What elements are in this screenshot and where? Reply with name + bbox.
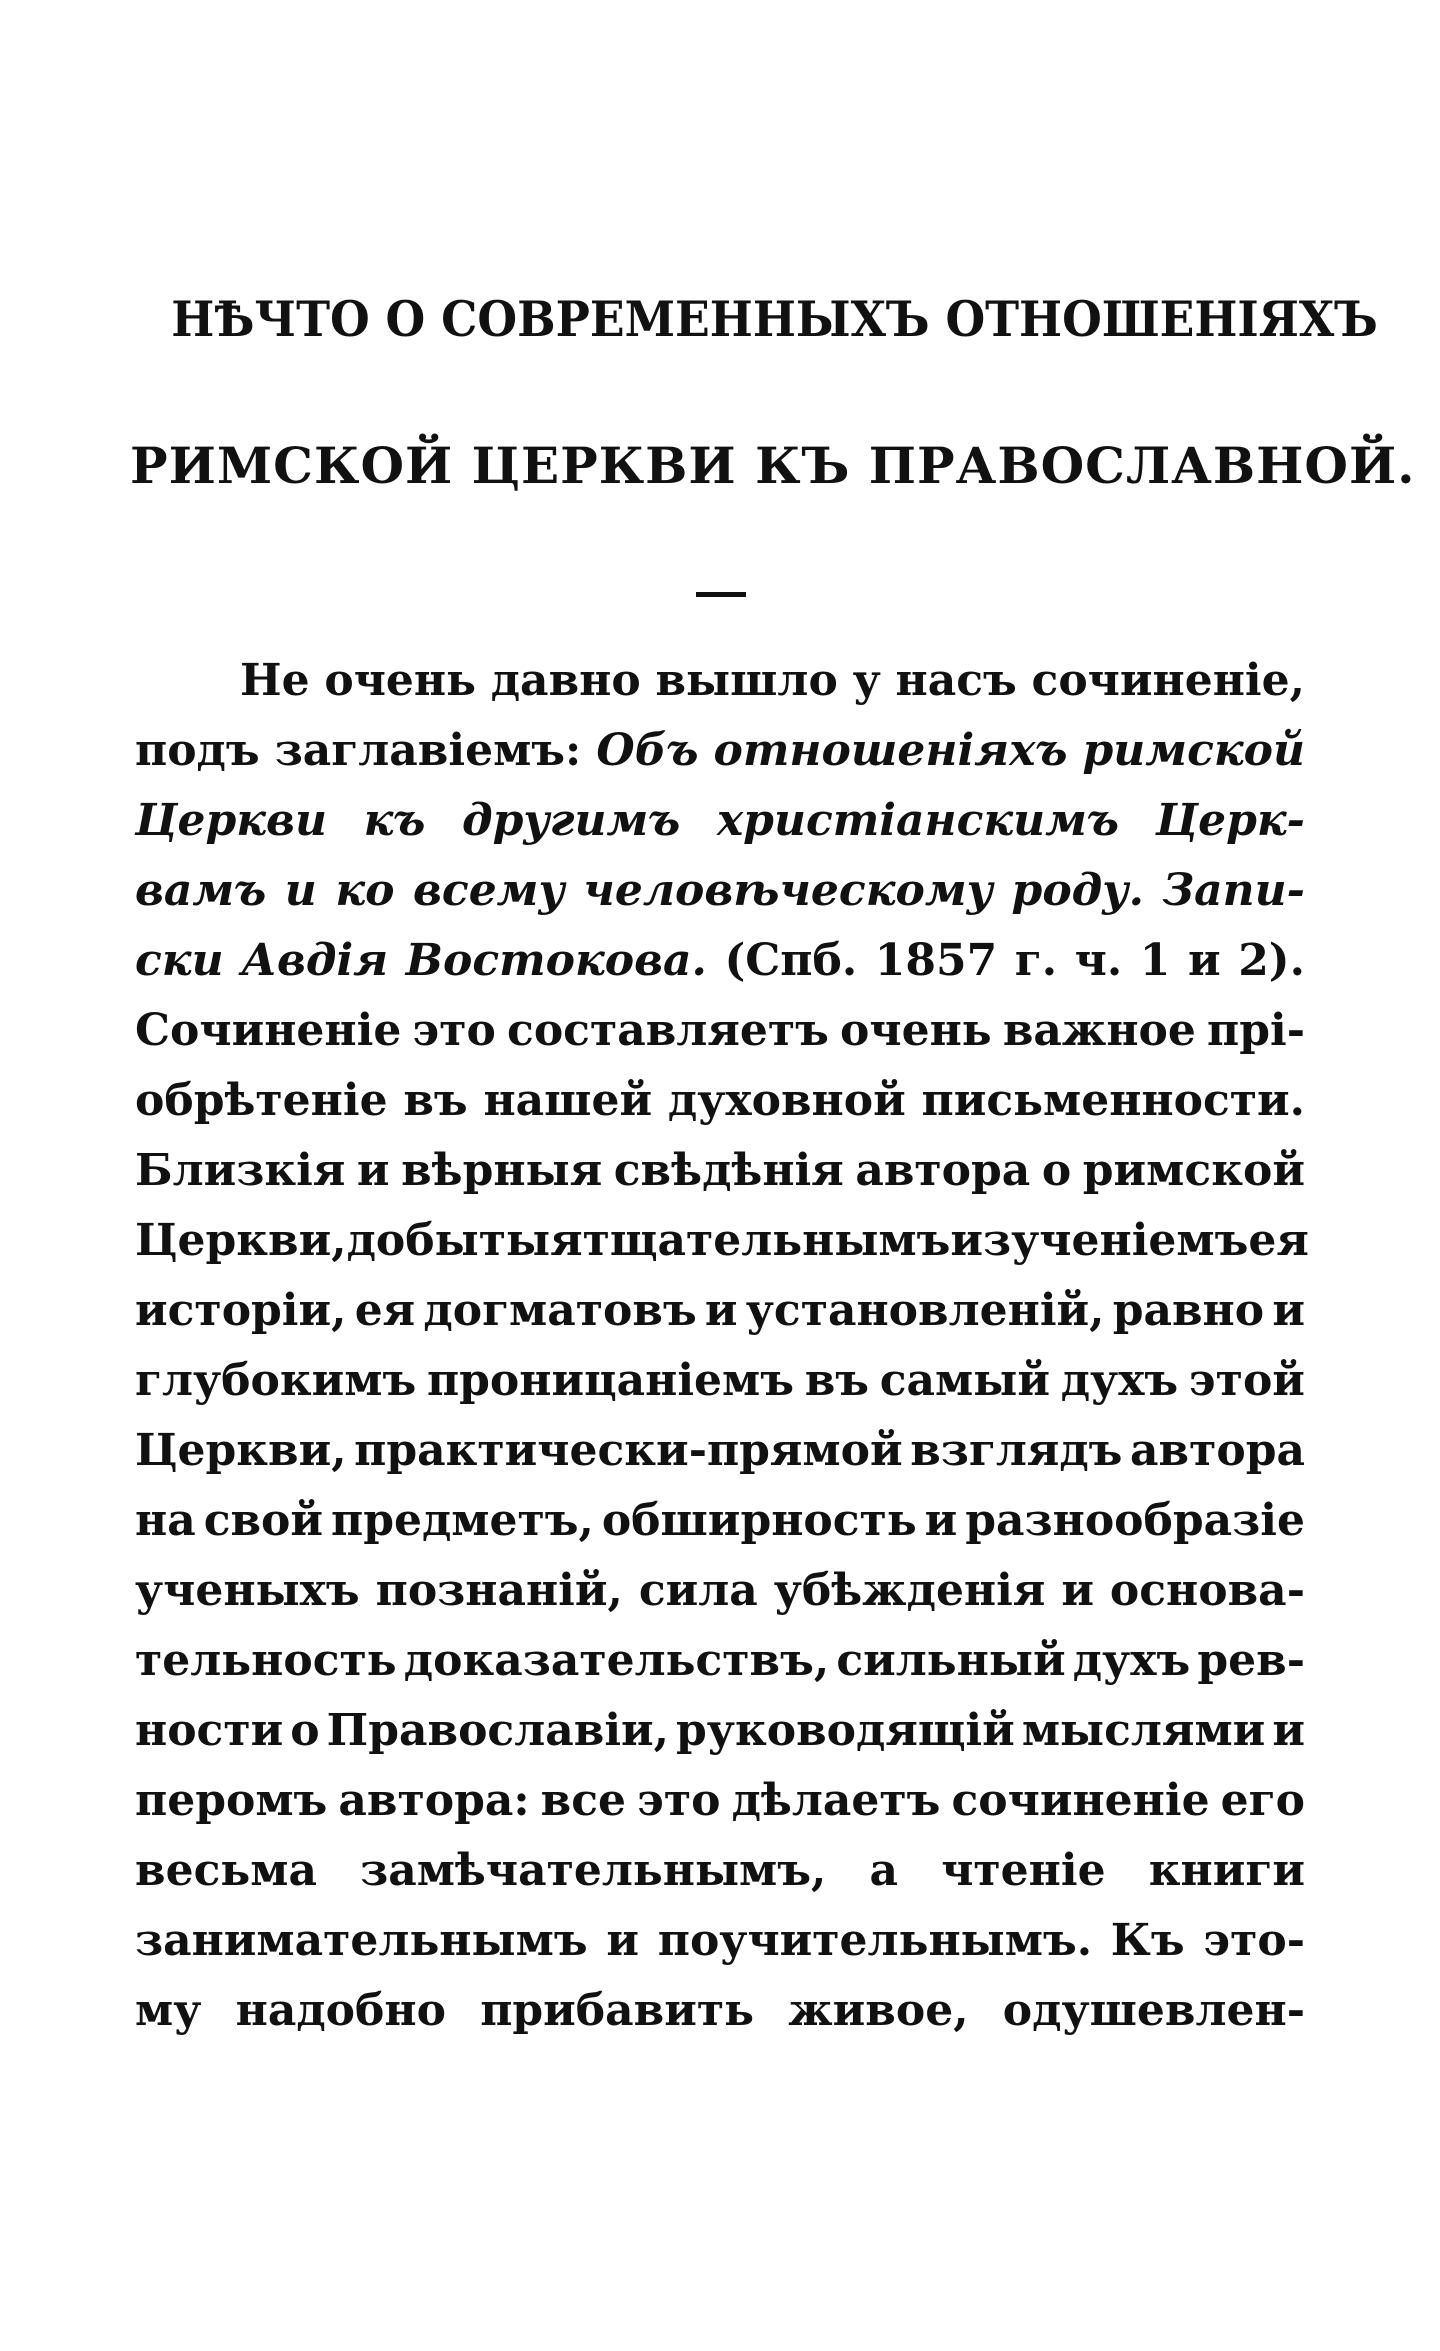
- word: Не: [240, 655, 310, 706]
- word: сильный: [836, 1635, 1066, 1686]
- word: это-: [1203, 1915, 1305, 1966]
- word: о: [290, 1705, 320, 1756]
- word: и: [1187, 935, 1221, 986]
- word: дѣлаетъ: [731, 1775, 941, 1826]
- word: человѣческому: [583, 865, 993, 916]
- word: важное: [1002, 1005, 1196, 1056]
- text-line: [135, 1075, 1305, 1145]
- word: изученіемъ: [950, 1215, 1249, 1266]
- word: ученыхъ: [135, 1565, 360, 1616]
- word: занимательнымъ: [135, 1915, 588, 1966]
- word: г.: [1014, 935, 1058, 986]
- text-line: [135, 1425, 1305, 1495]
- word: исторіи,: [135, 1285, 347, 1336]
- word: свѣдѣнія: [613, 1145, 844, 1196]
- word: обрѣтеніе: [135, 1075, 388, 1126]
- word: другимъ: [462, 795, 681, 846]
- word: тщательнымъ: [582, 1215, 951, 1266]
- text-line: [135, 1845, 1305, 1915]
- word: практически-прямой: [354, 1425, 903, 1476]
- word: ности: [135, 1705, 284, 1756]
- word: очень: [840, 1005, 992, 1056]
- title-line-2: РИМСКОЙ ЦЕРКВИ КЪ ПРАВОСЛАВНОЙ.: [130, 436, 1416, 495]
- word: 2).: [1238, 935, 1305, 986]
- word: а: [869, 1845, 899, 1896]
- text-line: [135, 1145, 1305, 1215]
- text-line: [135, 1285, 1305, 1355]
- text-line: [135, 1495, 1305, 1565]
- word: сочиненіе: [951, 1775, 1210, 1826]
- text-line: [135, 1705, 1305, 1775]
- word: надобно: [235, 1985, 446, 2036]
- word: роду.: [1011, 865, 1144, 916]
- word: Православіи,: [326, 1705, 669, 1756]
- word: автора: [1130, 1425, 1305, 1476]
- word: догматовъ: [423, 1285, 697, 1336]
- word: и: [1272, 1285, 1305, 1336]
- word: свой: [203, 1495, 324, 1546]
- word: руководящій: [676, 1705, 1015, 1756]
- word: составляетъ: [507, 1005, 829, 1056]
- word: духъ: [1060, 1355, 1179, 1406]
- word: Объ: [596, 725, 699, 776]
- word: основа-: [1109, 1565, 1305, 1616]
- word: христіанскимъ: [716, 795, 1119, 846]
- word: Сочиненіе: [135, 1005, 402, 1056]
- word: Близкія: [135, 1145, 346, 1196]
- word: 1857: [874, 935, 998, 986]
- word: мыслями: [1021, 1705, 1266, 1756]
- word: заглавіемъ:: [274, 725, 582, 776]
- word: и: [924, 1495, 958, 1546]
- word: у: [852, 655, 881, 706]
- word: римской: [1082, 725, 1305, 776]
- word: Церкви,: [135, 1425, 347, 1476]
- word: самый: [879, 1355, 1050, 1406]
- word: подъ: [135, 725, 260, 776]
- word: проницаніемъ: [426, 1355, 794, 1406]
- word: тельность: [135, 1635, 397, 1686]
- title-line-1: НѢЧТО О СОВРЕМЕННЫХЪ ОТНОШЕНІЯХЪ: [171, 290, 1378, 348]
- word: римской: [1082, 1145, 1305, 1196]
- word: этой: [1188, 1355, 1305, 1406]
- word: вѣрныя: [401, 1145, 603, 1196]
- word: Церк-: [1155, 795, 1305, 846]
- text-line: [135, 865, 1305, 935]
- word: ея: [1248, 1215, 1309, 1266]
- word: книги: [1148, 1845, 1305, 1896]
- text-line: [135, 1005, 1305, 1075]
- text-line: [135, 1355, 1305, 1425]
- word: автора:: [338, 1775, 530, 1826]
- text-line: [135, 935, 1305, 1005]
- text-line: [135, 1215, 1309, 1285]
- word: разнообразіе: [965, 1495, 1305, 1546]
- word: взглядъ: [910, 1425, 1123, 1476]
- word: сочиненіе,: [1031, 655, 1305, 706]
- word: му: [135, 1985, 202, 2036]
- text-line: [135, 1775, 1305, 1845]
- word: письменности.: [921, 1075, 1305, 1126]
- word: ея: [354, 1285, 416, 1336]
- word: сила: [638, 1565, 758, 1616]
- word: замѣчательнымъ,: [360, 1845, 827, 1896]
- word: Авдія: [241, 935, 389, 986]
- word: доказательствъ,: [403, 1635, 830, 1686]
- word: весьма: [135, 1845, 317, 1896]
- word: (Спб.: [724, 935, 858, 986]
- word: въ: [804, 1355, 870, 1406]
- word: его: [1220, 1775, 1305, 1826]
- word: убѣжденія: [773, 1565, 1046, 1616]
- word: прі-: [1207, 1005, 1305, 1056]
- word: познаній,: [375, 1565, 623, 1616]
- text-line: [135, 1635, 1305, 1705]
- text-line: [135, 1565, 1305, 1635]
- word: въ: [403, 1075, 468, 1126]
- word: 1: [1139, 935, 1171, 986]
- word: и: [1061, 1565, 1094, 1616]
- word: Къ: [1110, 1915, 1185, 1966]
- word: это: [637, 1775, 721, 1826]
- word: Запи-: [1162, 865, 1305, 916]
- text-line: [135, 655, 1305, 725]
- word: одушевлен-: [1002, 1985, 1305, 2036]
- word: ч.: [1074, 935, 1123, 986]
- word: къ: [363, 795, 426, 846]
- word: глубокимъ: [135, 1355, 417, 1406]
- text-line: [135, 795, 1305, 865]
- word: перомъ: [135, 1775, 328, 1826]
- word: вамъ: [135, 865, 267, 916]
- word: рев-: [1197, 1635, 1305, 1686]
- word: ски: [135, 935, 224, 986]
- word: прибавить: [480, 1985, 754, 2036]
- word: ко: [335, 865, 395, 916]
- word: добытыя: [346, 1215, 583, 1266]
- word: отношеніяхъ: [713, 725, 1068, 776]
- word: и: [1272, 1705, 1305, 1756]
- word: насъ: [895, 655, 1017, 706]
- title-divider: [696, 592, 746, 597]
- word: Востокова.: [405, 935, 707, 986]
- word: обширность: [601, 1495, 917, 1546]
- word: о: [1041, 1145, 1072, 1196]
- word: это: [412, 1005, 496, 1056]
- word: духовной: [667, 1075, 906, 1126]
- word: и: [356, 1145, 390, 1196]
- word: всему: [413, 865, 565, 916]
- word: установленій,: [745, 1285, 1105, 1336]
- word: автора: [855, 1145, 1031, 1196]
- word: и: [284, 865, 317, 916]
- word: духъ: [1072, 1635, 1191, 1686]
- word: Церкви: [135, 795, 327, 846]
- word: очень: [324, 655, 476, 706]
- word: живое,: [788, 1985, 969, 2036]
- word: вышло: [655, 655, 838, 706]
- text-line: [135, 1985, 1305, 2055]
- word: на: [135, 1495, 196, 1546]
- word: предметъ,: [331, 1495, 594, 1546]
- text-line: [135, 725, 1305, 795]
- word: и: [606, 1915, 639, 1966]
- word: Церкви,: [135, 1215, 347, 1266]
- word: давно: [490, 655, 641, 706]
- text-line: [135, 1915, 1305, 1985]
- body-text: [135, 655, 1309, 2055]
- word: поучительнымъ.: [657, 1915, 1093, 1966]
- word: чтеніе: [941, 1845, 1106, 1896]
- word: все: [540, 1775, 627, 1826]
- word: и: [704, 1285, 738, 1336]
- word: нашей: [483, 1075, 653, 1126]
- word: равно: [1112, 1285, 1265, 1336]
